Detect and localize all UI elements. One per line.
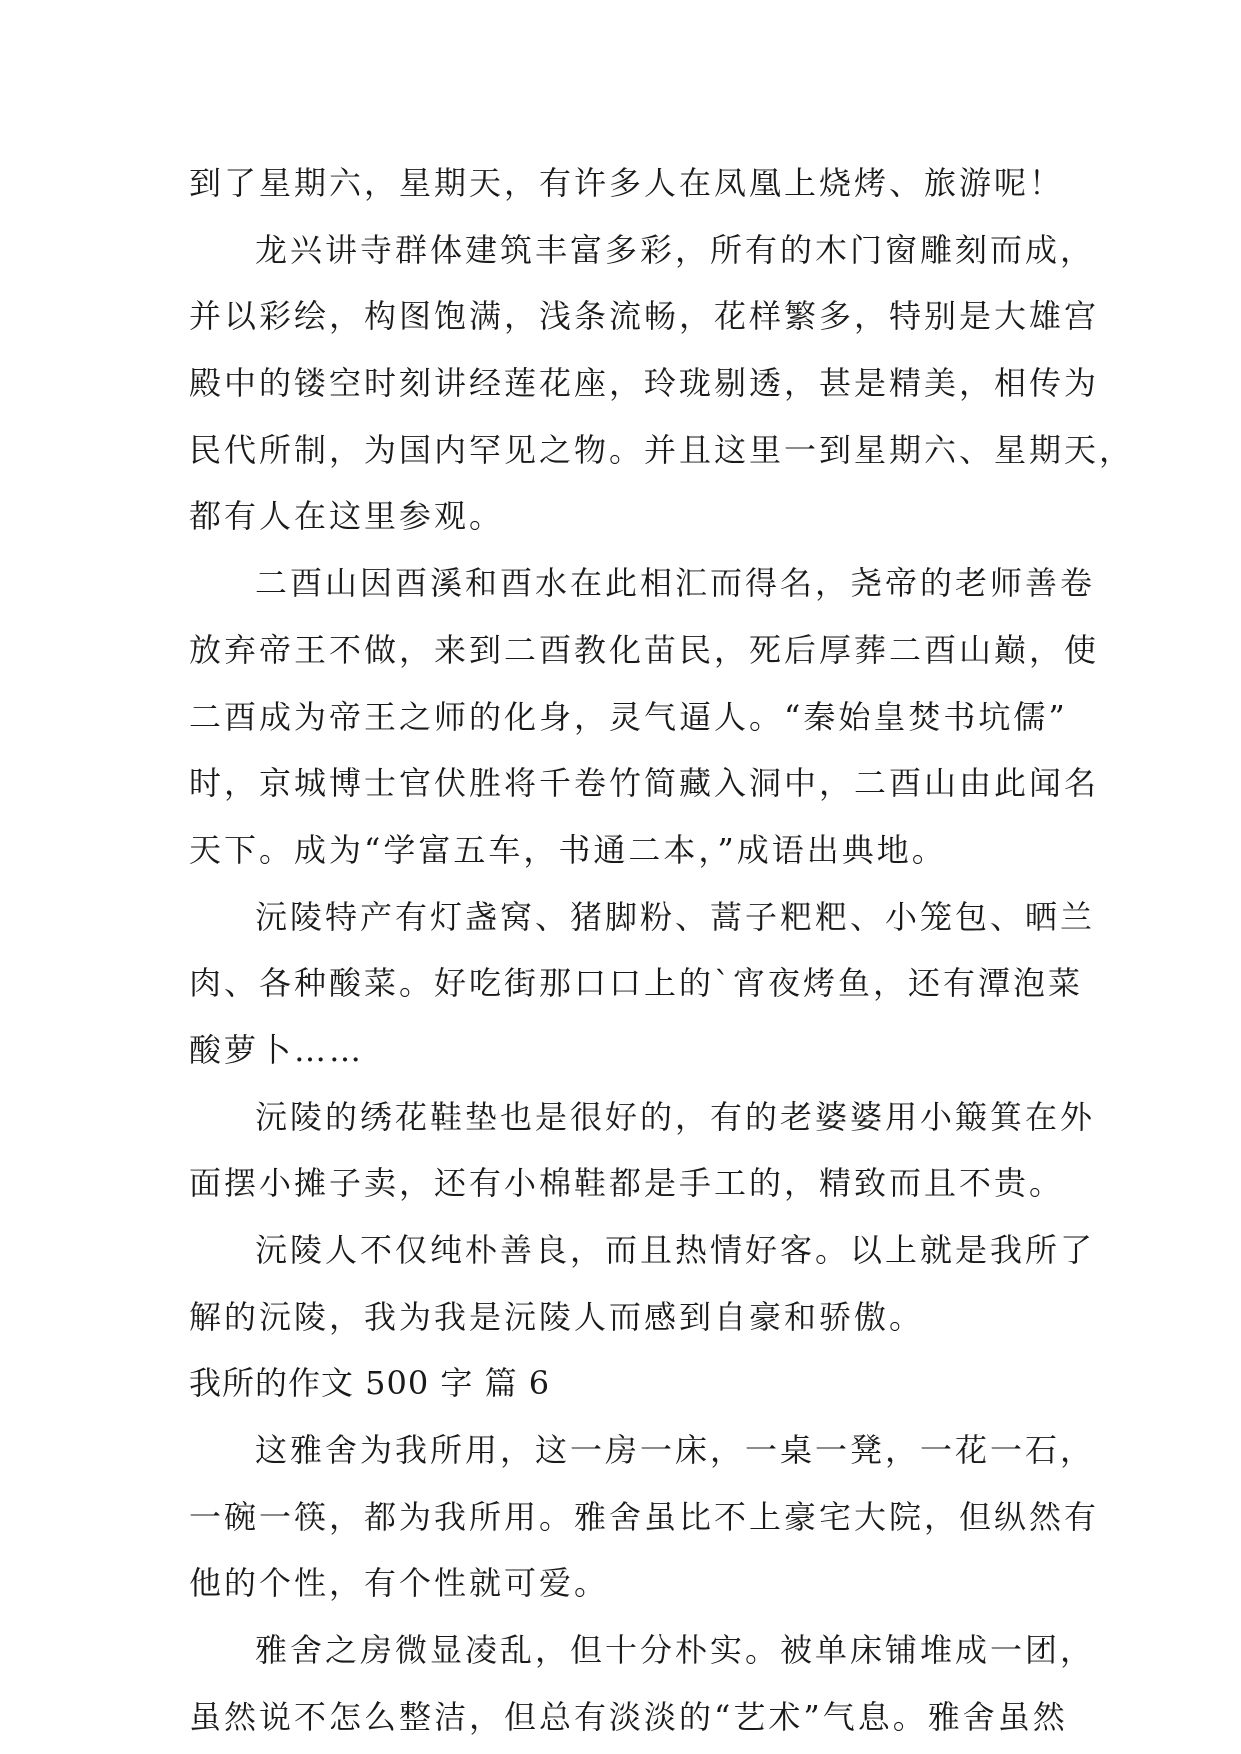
text-line: 放弃帝王不做，来到二酉教化苗民，死后厚葬二酉山巅，使: [189, 630, 1100, 669]
paragraph-first-line: 沅陵特产有灯盏窝、猪脚粉、蒿子粑粑、小笼包、晒兰: [255, 897, 1096, 936]
text-line: 肉、各种酸菜。好吃街那口口上的`宵夜烤鱼，还有潭泡菜: [189, 964, 1084, 1003]
text-line: 天下。成为“学富五车，书通二本，”成语出典地。: [189, 830, 947, 869]
paragraph-first-line: 沅陵的绣花鞋垫也是很好的，有的老婆婆用小簸箕在外: [255, 1097, 1096, 1136]
text-line: 面摆小摊子卖，还有小棉鞋都是手工的，精致而且不贵。: [189, 1164, 1065, 1203]
text-line: 酸萝卜……: [189, 1030, 365, 1069]
text-line: 到了星期六，星期天，有许多人在凤凰上烧烤、旅游呢！: [189, 164, 1065, 202]
document-body: [189, 150, 1135, 1751]
paragraph-first-line: 这雅舍为我所用，这一房一床，一桌一凳，一花一石，: [255, 1431, 1096, 1470]
text-line: 都有人在这里参观。: [189, 497, 505, 536]
text-line: 解的沅陵，我为我是沅陵人而感到自豪和骄傲。: [189, 1297, 925, 1336]
text-line: 虽然说不怎么整洁，但总有淡淡的“艺术”气息。雅舍虽然: [189, 1697, 1068, 1736]
text-line: 时，京城博士官伏胜将千卷竹简藏入洞中，二酉山由此闻名: [189, 764, 1100, 803]
section-heading: 我所的作文 500 字 篇 6: [189, 1364, 551, 1403]
text-line: 二酉成为帝王之师的化身，灵气逼人。“秦始皇焚书坑儒”: [189, 697, 1068, 736]
text-line: 民代所制，为国内罕见之物。并且这里一到星期六、星期天，: [189, 430, 1135, 469]
text-line: 一碗一筷，都为我所用。雅舍虽比不上豪宅大院，但纵然有: [189, 1497, 1100, 1536]
paragraph-first-line: 雅舍之房微显凌乱，但十分朴实。被单床铺堆成一团，: [255, 1631, 1096, 1670]
paragraph-first-line: 沅陵人不仅纯朴善良，而且热情好客。以上就是我所了: [255, 1231, 1096, 1269]
text-line: 殿中的镂空时刻讲经莲花座，玲珑剔透，甚是精美，相传为: [189, 364, 1100, 403]
paragraph-first-line: 二酉山因酉溪和酉水在此相汇而得名，尧帝的老师善卷: [255, 564, 1096, 603]
paragraph-first-line: 龙兴讲寺群体建筑丰富多彩，所有的木门窗雕刻而成，: [255, 230, 1096, 269]
text-line: 他的个性，有个性就可爱。: [189, 1564, 610, 1603]
text-line: 并以彩绘，构图饱满，浅条流畅，花样繁多，特别是大雄宫: [189, 297, 1100, 336]
